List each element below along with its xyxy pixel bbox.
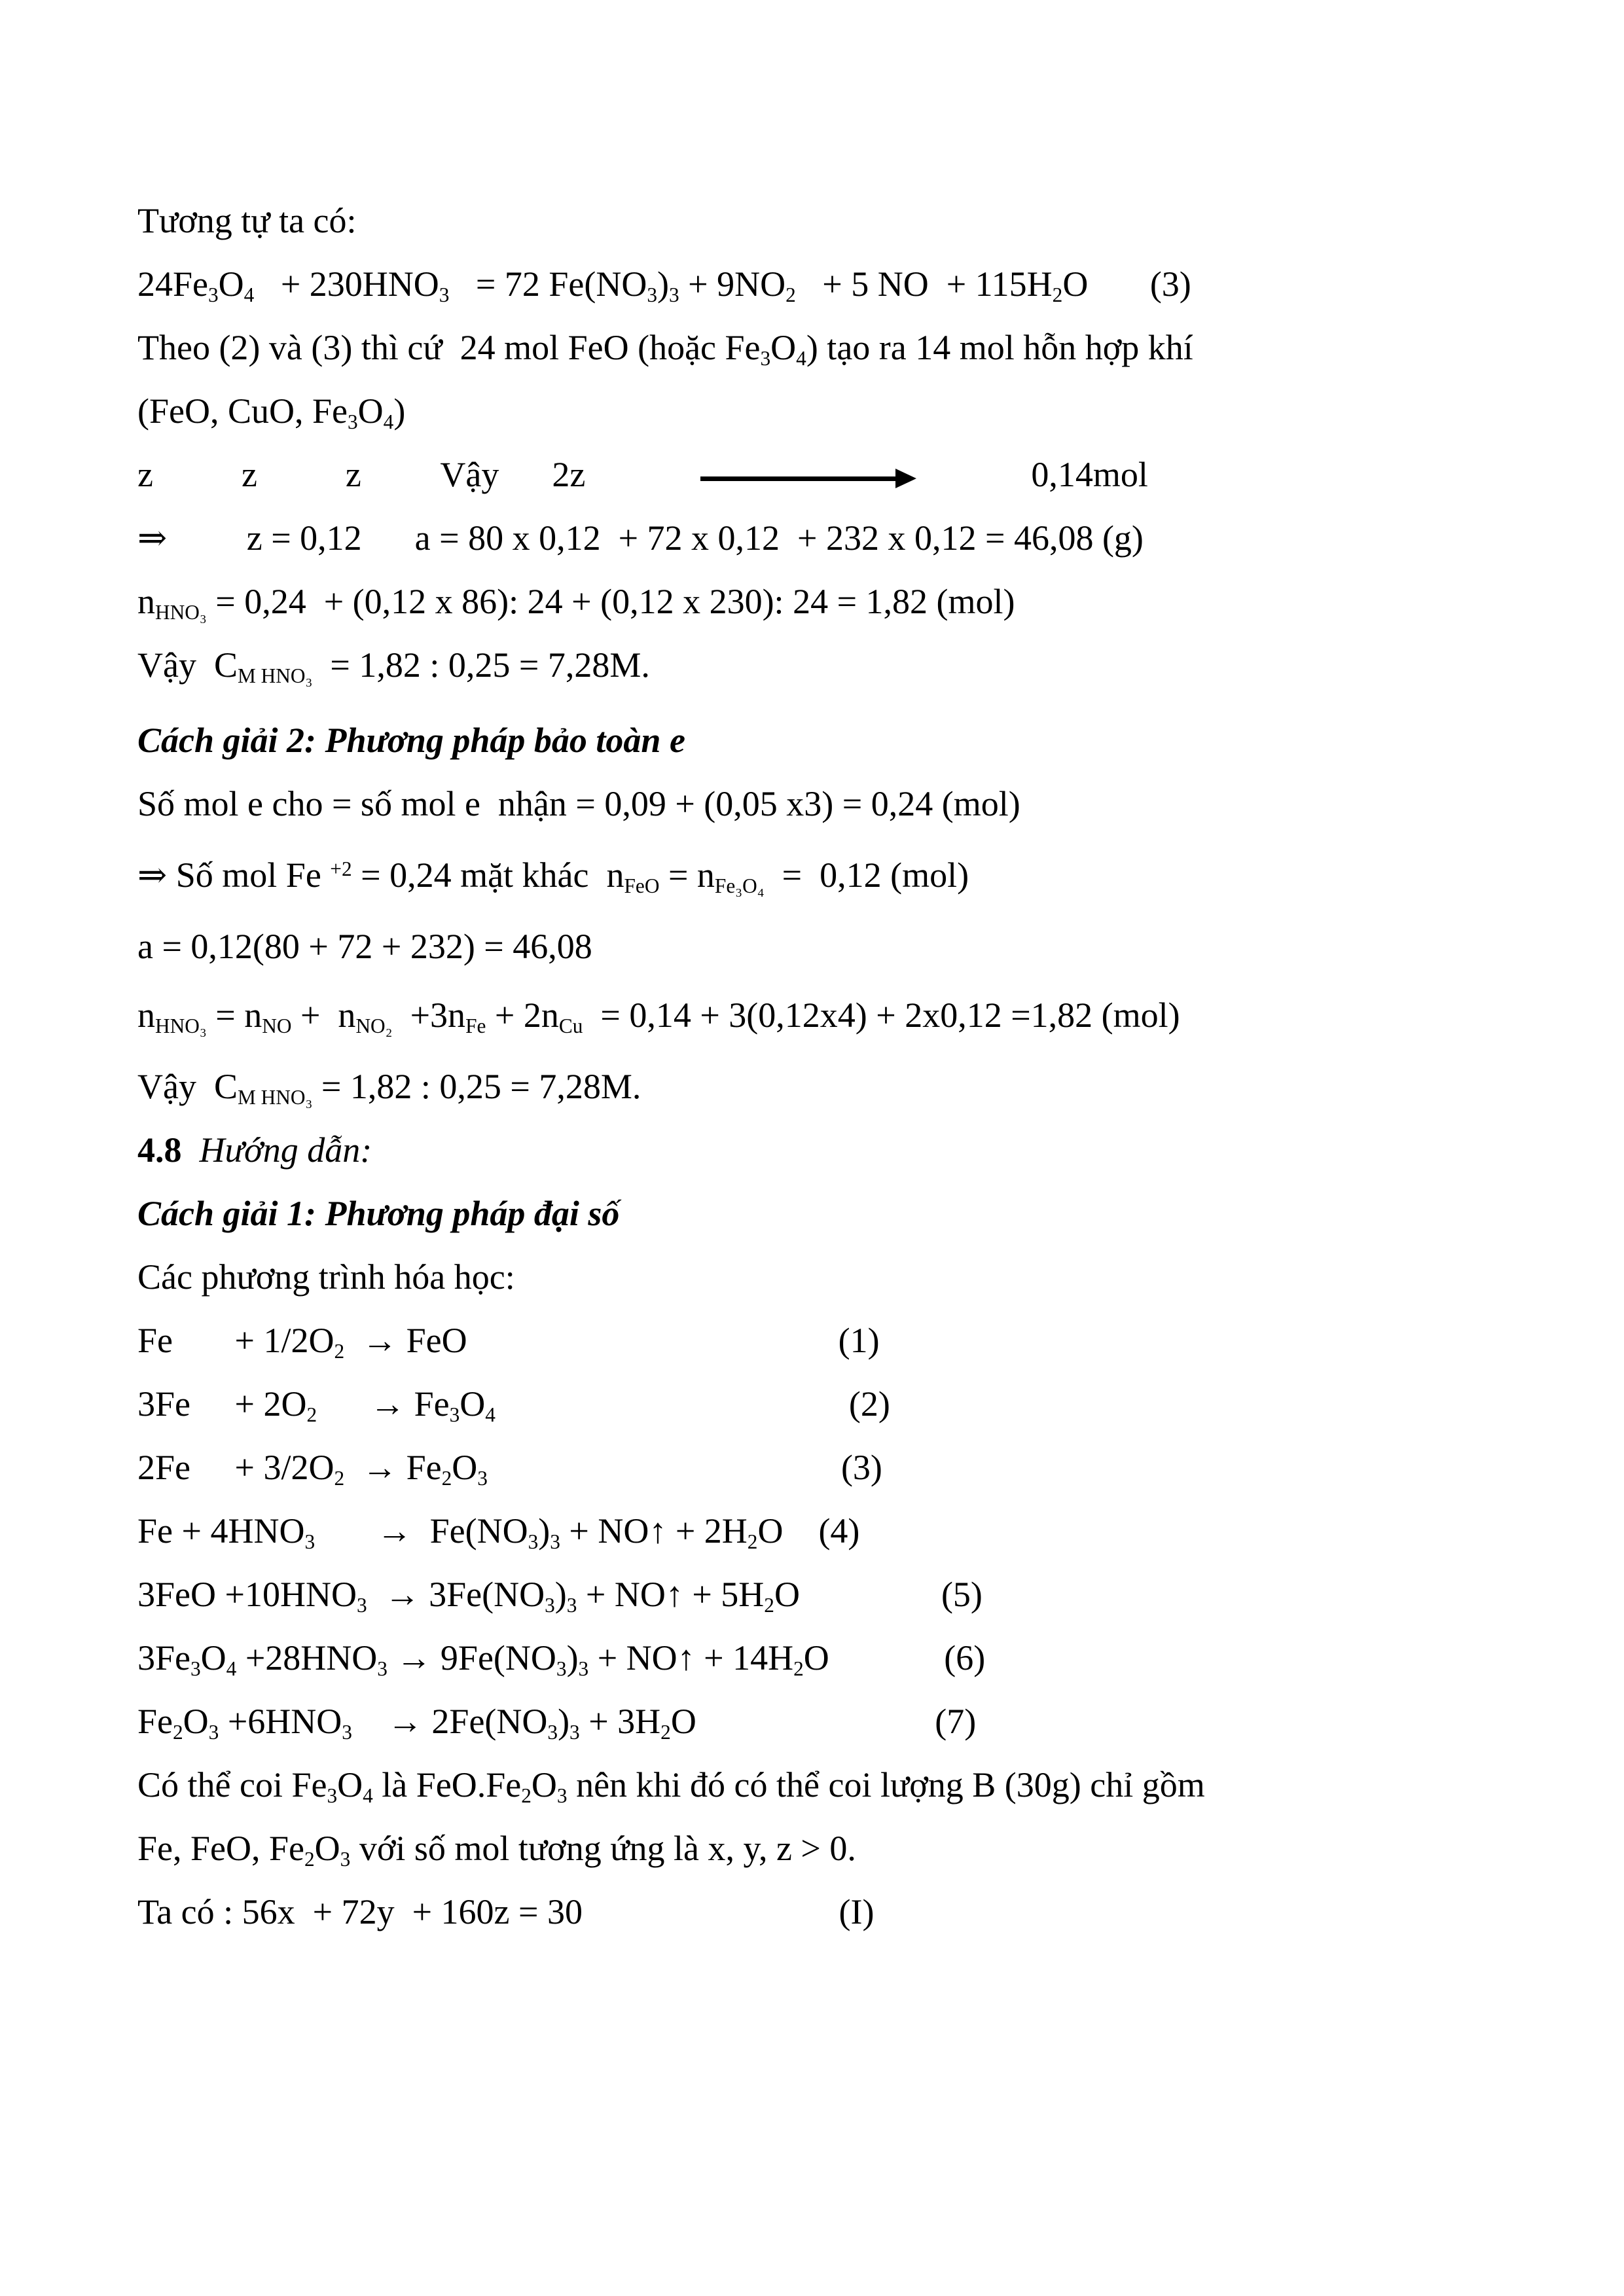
text-line: Tương tự ta có:: [137, 201, 357, 240]
text-line: Ta có : 56x + 72y + 160z = 30 (I): [137, 1892, 875, 1931]
text-line: z z z Vậy 2z 0,14mol: [137, 455, 1148, 494]
text-line: $24Fe_3O_4 + 230HNO_3 = 72$ $Fe(NO_3)_3 + 9NO_2 + 5$ NO + $115H_2O$ (3): [137, 264, 1191, 306]
text-line: Vậy $C_{M HNO_3} = 1,82$ : 0,25 = 7,28M.: [137, 1067, 641, 1109]
text-line: $Fe + 4HNO_3$ → $Fe(NO_3)_3$ + NO↑ + $2H_2O$ (4): [137, 1511, 860, 1553]
text-line: $3FeO +10HNO_3 \to 3Fe(NO_3)_3$ + NO↑ + $5H_2O$ (5): [137, 1575, 983, 1617]
text-line: Cách giải 1: Phương pháp đại số: [137, 1194, 620, 1233]
text-line: Theo (2) và (3) thì cứ 24 mol FeO (hoặc $Fe_3O_4$) tạo ra 14 mol hỗn hợp khí: [137, 328, 1193, 370]
text-line: Vậy $C_{M HNO_3} = 1,82$ : 0,25 = 7,28M.: [137, 645, 650, 687]
text-line: $Fe_2O_3 +6HNO_3$ → $2Fe(NO_3)_3 + 3H_2O$ (7): [137, 1702, 977, 1744]
text-line: $n_{HNO_3} = n_{NO} + n_{NO_2} +3n_{Fe} + 2n_{Cu} = 0,14 + 3(0,12x4) + 2x0,12 =1,82$ (mol): [137, 996, 1180, 1037]
text-line: ⇒ Số mol Fe $^{+2}$ = 0,24 mặt khác $n_{FeO} = n_{Fe_3O_4} = 0,12$ (mol): [137, 855, 969, 897]
text-line: Các phương trình hóa học:: [137, 1257, 515, 1297]
text-line: Số mol e cho = số mol e nhận = 0,09 + (0,05 x3) = 0,24 (mol): [137, 784, 1020, 823]
text-line: 3Fe + $2O_2$ → $Fe_3O_4$ (2): [137, 1384, 890, 1426]
text-line: Fe, FeO, $Fe_2O_3$ với số mol tương ứng là x, y, z > 0.: [137, 1829, 856, 1871]
text-line: Fe + $1/2O_2$ → FeO (1): [137, 1321, 880, 1363]
text-line: $3Fe_3O_4 +28HNO_3 \to 9Fe(NO_3)_3$ + NO↑ + $14H_2O$ (6): [137, 1638, 986, 1680]
text-line: a = 0,12(80 + 72 + 232) = 46,08: [137, 927, 592, 966]
long-right-arrow-icon: [700, 467, 916, 490]
text-line: ⇒ z = 0,12 a = 80 x 0,12 + 72 x 0,12 + 232 x 0,12 = 46,08 (g): [137, 518, 1144, 558]
text-line: 4.8 Hướng dẫn:: [137, 1130, 372, 1170]
text-line: 2Fe + $3/2O_2 \to Fe_2O_3$ (3): [137, 1448, 882, 1490]
document-lines: [137, 189, 1538, 1944]
text-line: $n_{HNO_3} = 0,24 + (0,12$ x 86): 24 + (0,12 x 230): 24 = 1,82 (mol): [137, 582, 1015, 624]
text-line: Có thể coi $Fe_3O_4$ là $FeO.Fe_2O_3$ nên khi đó có thể coi lượng B (30g) chỉ gồm: [137, 1765, 1205, 1807]
text-line: (FeO, CuO, $Fe_3O_4$): [137, 391, 406, 433]
text-line: Cách giải 2: Phương pháp bảo toàn e: [137, 721, 685, 760]
